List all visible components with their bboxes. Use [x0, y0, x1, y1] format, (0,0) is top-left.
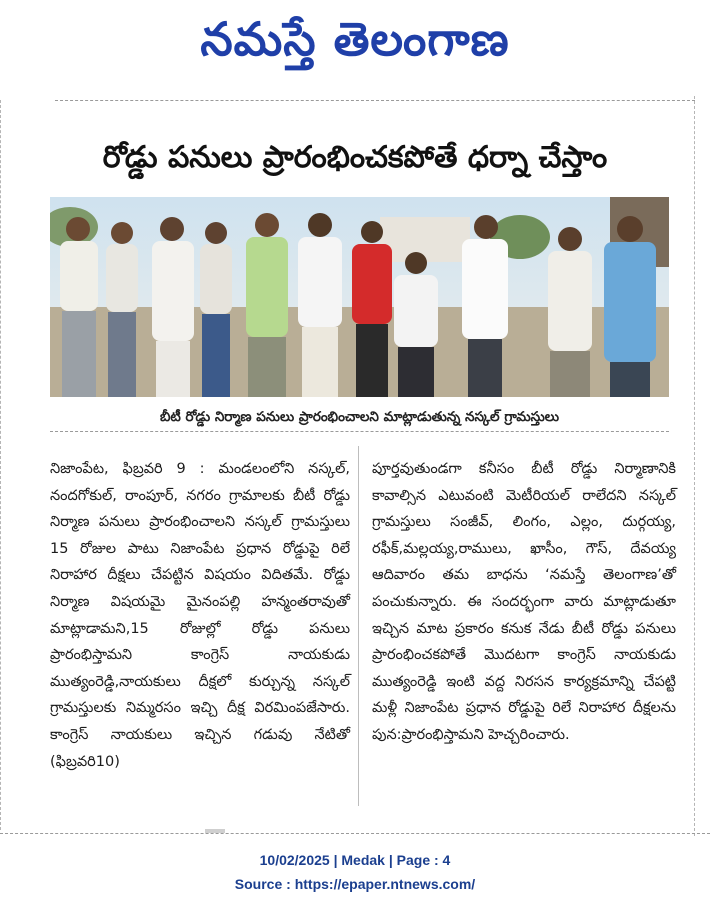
article-body-left: నిజాంపేట, ఫిబ్రవరి 9 : మండలంలోని నస్కల్, నందగోకుల్, రాంపూర్, నగరం గ్రామాలకు బీటీ రోడ్డు నిర్మాణ పనులు ప్రారంభించాలని నస్కల్ గ్రామస్తులు 15 రోజుల పాటు నిజాంపేట ప్రధాన రోడ్డుపై రిలే నిరాహార దీక్షలు చేపట్టిన విషయం విదితమే. రోడ్డు నిర్మాణ విషయమై మైనంపల్లి హన్మంతరావుతో మాట్లాడామని,15 రోజుల్లో రోడ్డు పనులు ప్రారంభిస్తామని కాంగ్రెస్ నాయకుడు ముత్యంరెడ్డి,నాయకులు దీక్షలో కుర్చున్న నస్కల్ గ్రామస్తులకు నిమ్మరసం ఇచ్చి దీక్ష విరమింపజేసారు. కాంగ్రెస్ నాయకులు ఇచ్చిన గడువు నేటితో (ఫిబ్రవరి10) — [50, 461, 350, 770]
page-cut-mark — [205, 829, 225, 833]
photo-caption: బీటీ రోడ్డు నిర్మాణ పనులు ప్రారంభించాలని మాట్లాడుతున్న నస్కల్ గ్రామస్తులు — [50, 397, 669, 432]
masthead — [0, 4, 710, 74]
article-column-right — [372, 456, 676, 749]
group-photo-illustration — [50, 197, 669, 397]
right-edge-divider — [694, 96, 695, 836]
footer-date-line: 10/02/2025 | Medak | Page : 4 — [259, 852, 451, 868]
article-body-right: పూర్తవుతుండగా కనీసం బీటీ రోడ్డు నిర్మాణానికి కావాల్సిన ఎటువంటి మెటీరియల్ రాలేదని నస్కల్ గ్రామస్తులు సంజీవ్, లింగం, ఎల్లం, దుర్గయ్య, రఫీక్,మల్లయ్య,రాములు, ఖాసీం, గౌస్, దేవయ్య ఆదివారం తమ బాధను ‘నమస్తే తెలంగాణ’తో పంచుకున్నారు. ఈ సందర్భంగా వారు మాట్లాడుతూ ఇచ్చిన మాట ప్రకారం కనుక నేడు బీటీ రోడ్డు పనులు ప్రారంభించకపోతే మొదటగా కాంగ్రెస్ నాయకుడు ముత్యంరెడ్డి ఇంటి వద్ద నిరసన కార్యక్రమాన్ని చేపట్టి మళ్లీ నిజాంపేట ప్రధాన రోడ్డుపై రిలే నిరాహార దీక్షలను పున:ప్రారంభిస్తామని హెచ్చరించారు. — [372, 461, 676, 743]
column-divider — [358, 446, 359, 806]
top-divider — [55, 100, 695, 101]
masthead-title: నమస్తే తెలంగాణ — [200, 12, 510, 66]
left-edge-divider — [0, 100, 1, 830]
article-photo — [50, 197, 669, 397]
bottom-divider — [0, 833, 710, 834]
article-column-left — [50, 456, 350, 775]
footer-source-line[interactable]: Source : https://epaper.ntnews.com/ — [234, 876, 476, 892]
article-headline: రోడ్డు పనులు ప్రారంభించకపోతే ధర్నా చేస్తాం — [102, 140, 608, 175]
